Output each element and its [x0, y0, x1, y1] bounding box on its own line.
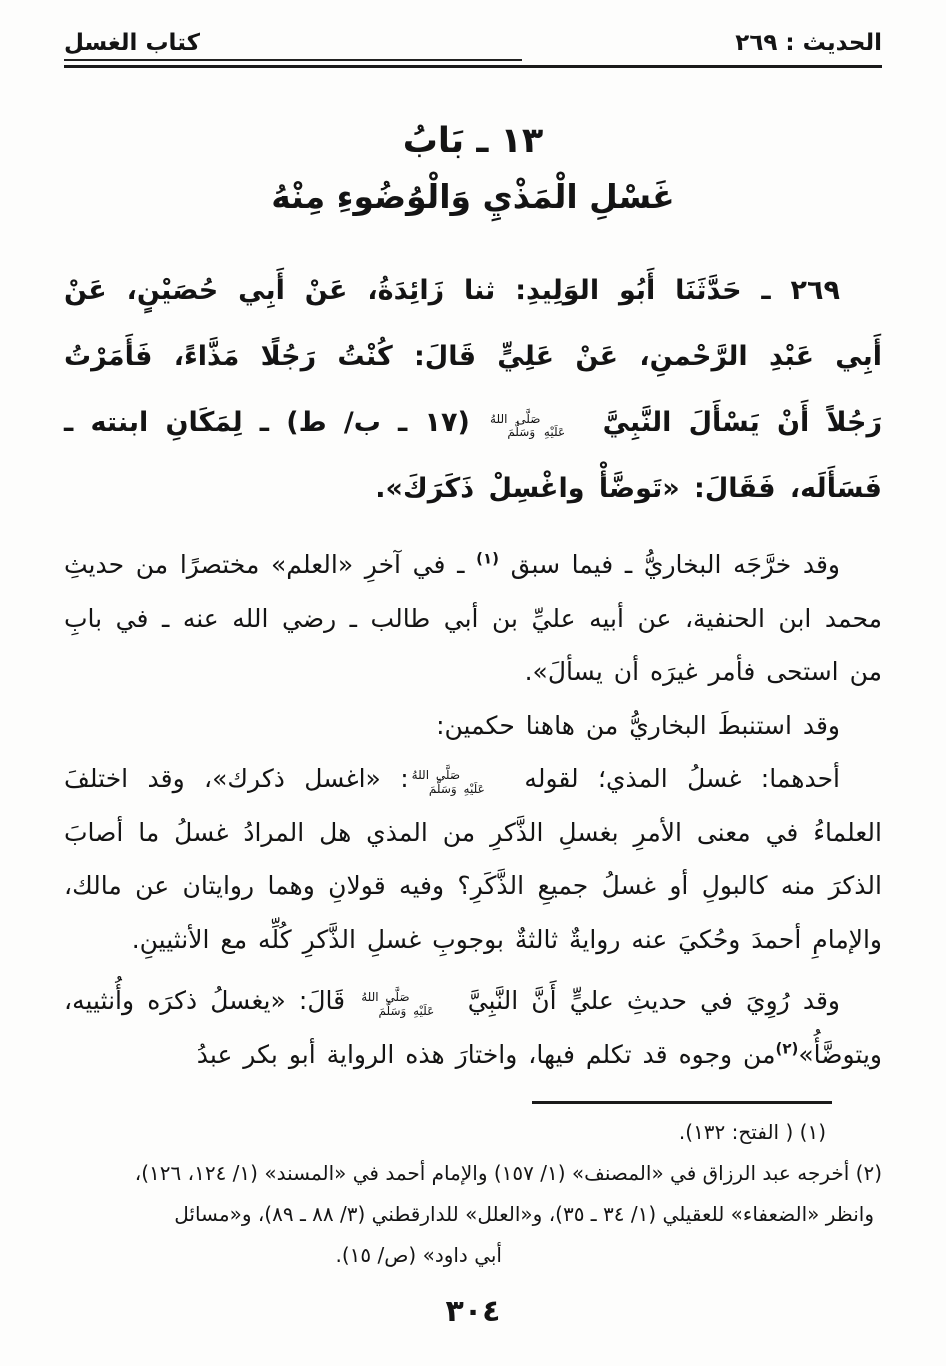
chapter-title-line: غَسْلِ الْمَذْيِ وَالْوُضُوءِ مِنْهُ: [271, 177, 675, 217]
footnote-ref-1: (١): [476, 550, 499, 569]
commentary-istinbat-line: وقد استنبطَ البخاريُّ من هاهنا حكمين:: [436, 710, 840, 740]
takhrij-text-after: ـ في آخرِ «العلم» مختصرًا من حديثِ محمد ابن الحنفية، عن أبيه عليِّ بن أبي طالب ـ رضي الله عنه ـ في بابِ من استحى فأمر غيرَه أن يسألَ».: [64, 550, 882, 687]
second-hadith-text-before: وقد رُوِيَ في حديثِ عليٍّ أَنَّ النَّبِيَّ صَلَّى اللهُ عَلَيْهِ وَسَلَّمَ قَالَ: «يغسلُ ذكرَه وأُنثييه، ويتوضَّأُ»: [64, 986, 882, 1069]
footnote-ref-2: (٢): [775, 1039, 799, 1058]
page-number: ٣٠٤: [445, 1294, 501, 1330]
commentary-first-ruling-paragraph: أحدهما: غسلُ المذي؛ لقوله صَلَّى اللهُ عَلَيْهِ وَسَلَّمَ: «اغسل ذكرك»، وقد اختلفَ العلماءُ في معنى الأمرِ بغسلِ الذَّكرِ من المذي هل المرادُ غسلُ ما أصابَ الذكرَ منه كالبولِ أو غسلُ جميعِ الذَّكَرِ؟ وفيه قولانِ وهما روايتان عن مالك، والإمامِ أحمدَ وحُكيَ عنه روايةٌ ثالثةٌ بوجوبِ غسلِ الذَّكرِ كُلِّه مع الأنثيينِ.: [64, 764, 882, 954]
chapter-heading: [64, 118, 882, 220]
hadith-paragraph: ٢٦٩ ـ حَدَّثَنَا أَبُو الوَلِيدِ: ثنا زَائِدَةُ، عَنْ أَبِي حُصَيْنٍ، عَنْ أَبِي عَبْدِ الرَّحْمنِ، عَنْ عَلِيٍّ قَالَ: كُنْتُ رَجُلًا مَذَّاءً، فَأَمَرْتُ رَجُلاً أَنْ يَسْأَلَ النَّبِيَّ صَلَّى اللهُ عَلَيْهِ وَسَلَّمَ (١٧ ـ ب/ ط) ـ لِمَكَانِ ابنته ـ فَسَأَلَه، فَقَالَ: «تَوضَّأْ واغْسِلْ ذَكَرَكَ».: [64, 274, 882, 505]
header-hadith-number: الحديث : ٢٦٩: [735, 30, 882, 56]
prophet-salutation-mark: صَلَّى اللهُ عَلَيْهِ وَسَلَّمَ: [490, 411, 566, 440]
footnote-line-2: (٢) أخرجه عبد الرزاق في «المصنف» (١/ ١٥٧) والإمام أحمد في «المسند» (١/ ١٢٤، ١٢٦)،: [134, 1161, 882, 1186]
prophet-salutation-mark: صَلَّى اللهُ عَلَيْهِ وَسَلَّمَ: [361, 989, 435, 1018]
chapter-number-line: ١٣ ـ بَابُ: [402, 121, 544, 161]
page-header: [64, 30, 882, 68]
footnotes-block: [64, 1112, 882, 1276]
commentary-takhrij-paragraph: [64, 538, 882, 699]
takhrij-text-before: وقد خرَّجَه البخاريُّ ـ فيما سبق: [499, 550, 840, 580]
prophet-salutation-mark: صَلَّى اللهُ عَلَيْهِ وَسَلَّمَ: [411, 767, 485, 796]
footnote-line-4: أبي داود» (ص/ ١٥).: [335, 1243, 502, 1268]
commentary-second-hadith-paragraph: [64, 974, 882, 1081]
footnote-line-3: وانظر «الضعفاء» للعقيلي (١/ ٣٤ ـ ٣٥)، و«العلل» للدارقطني (٣/ ٨٨ ـ ٨٩)، و«مسائل: [174, 1202, 874, 1227]
second-hadith-text-after: من وجوه قد تكلم فيها، واختارَ هذه الرواية أبو بكر عبدُ: [196, 1039, 776, 1069]
header-book-title: كتاب الغسل: [64, 30, 200, 56]
footnote-separator-rule: [532, 1101, 832, 1104]
footnote-line-1: (١) ( الفتح: ١٣٢).: [678, 1120, 826, 1145]
